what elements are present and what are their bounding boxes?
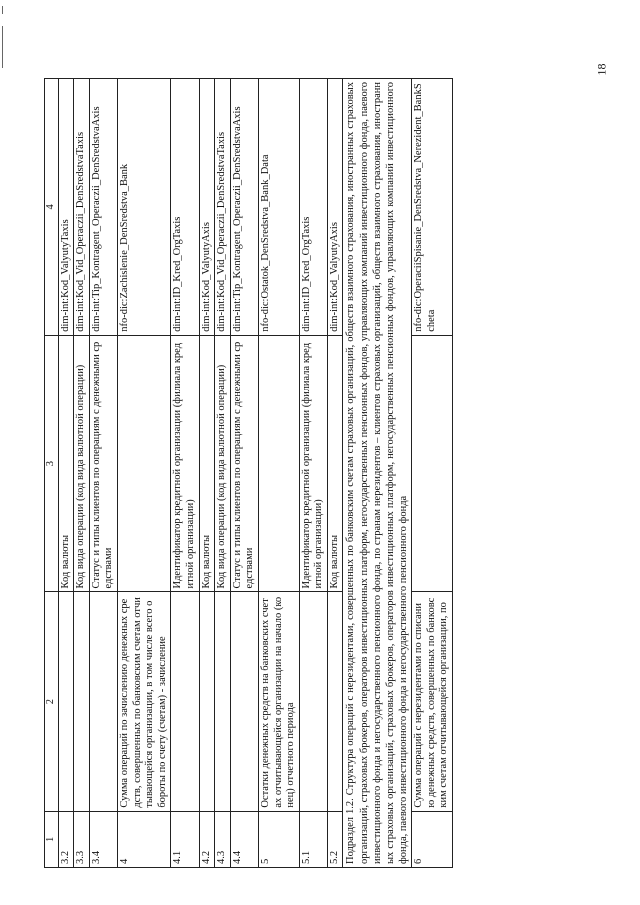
- dimension-name: Идентификатор кредитной организации (филиала кредитной организации): [299, 335, 327, 592]
- row-number: 5.1: [299, 811, 327, 867]
- table-row: [327, 79, 343, 868]
- indicator-name: [199, 592, 215, 811]
- dimension-name: [258, 335, 299, 592]
- row-number: 3.3: [74, 811, 90, 867]
- indicator-name: [74, 592, 90, 811]
- dimension-name: Код валюты: [199, 335, 215, 592]
- table-row: [299, 79, 327, 868]
- column-header: 4: [45, 79, 59, 336]
- table-row: [215, 79, 231, 868]
- column-number-row: [45, 79, 59, 868]
- indicator-name: [89, 592, 117, 811]
- row-number: 5.2: [327, 811, 343, 867]
- xbrl-code: dim-int:ID_Kred_OrgTaxis: [171, 79, 199, 336]
- dimension-name: Статус и типы клиентов по операциям с денежными средствами: [89, 335, 117, 592]
- dimension-name: Код вида операции (код вида валютной операции): [74, 335, 90, 592]
- dimension-name: [412, 335, 453, 592]
- dimension-name: Идентификатор кредитной организации (филиала кредитной организации): [171, 335, 199, 592]
- row-number: 6: [412, 811, 453, 867]
- subsection-row: [343, 79, 412, 868]
- dimension-name: Код валюты: [58, 335, 74, 592]
- rotated-page-content: [44, 78, 626, 868]
- table-row: [258, 79, 299, 868]
- xbrl-code: nfo-dic:Ostatok_DenSredstva_Bank_Data: [258, 79, 299, 336]
- row-number: 4.3: [215, 811, 231, 867]
- xbrl-code: dim-int:ID_Kred_OrgTaxis: [299, 79, 327, 336]
- table-row: [230, 79, 258, 868]
- dimension-name: Код вида операции (код вида валютной операции): [215, 335, 231, 592]
- table-row: [117, 79, 170, 868]
- row-number: 3.2: [58, 811, 74, 867]
- xbrl-code: nfo-dic:Zachislenie_DenSredstva_Bank: [117, 79, 170, 336]
- row-number: 4.2: [199, 811, 215, 867]
- indicator-name: [327, 592, 343, 811]
- column-header: 3: [45, 335, 59, 592]
- indicator-name: [215, 592, 231, 811]
- table-row: [74, 79, 90, 868]
- indicator-name: Сумма операций по зачислению денежных средств, совершенных по банковским счетам отчитывающейся организации, в том числе всего обороты по счету (счетам) - зачисление: [117, 592, 170, 811]
- row-number: 4.1: [171, 811, 199, 867]
- row-number: 5: [258, 811, 299, 867]
- table-row: [199, 79, 215, 868]
- xbrl-code: dim-int:Kod_Vid_Operaczii_DenSredstvaTaxis: [74, 79, 90, 336]
- indicator-name: [299, 592, 327, 811]
- dimension-name: Статус и типы клиентов по операциям с денежными средствами: [230, 335, 258, 592]
- xbrl-code: dim-int:Tip_Kontragent_Operaczii_DenSredstvaAxis: [230, 79, 258, 336]
- dimension-name: [117, 335, 170, 592]
- indicator-name: [171, 592, 199, 811]
- table-row: [171, 79, 199, 868]
- column-header: 2: [45, 592, 59, 811]
- indicator-name: [230, 592, 258, 811]
- xbrl-code: nfo-dic:OperaciiSpisanie_DenSredstva_Nerezident_BankScheta: [412, 79, 453, 336]
- xbrl-code: dim-int:Kod_ValyutyAxis: [327, 79, 343, 336]
- indicator-name: Остатки денежных средств на банковских счетах отчитывающейся организации на начало (конец) отчетного периода: [258, 592, 299, 811]
- subsection-heading: Подраздел 1.2. Структура операций с нерезидентами, совершенных по банковским счетам страховых организаций, обществ взаимного страхования, иностранных страховых организаций, страховых брокеров, операторов инвестиционных платформ, негосударственных пенсионных фондов, управляющих компаний инвестиционного фонда, паевого инвестиционного фонда и негосударственного пенсионного фонда, по странам нерезидентов – клиентов страховых организаций, обществ взаимного страхования, иностранных страховых организаций, страховых брокеров, операторов инвестиционных платформ, негосударственных пенсионных фондов, управляющих компаний инвестиционного фонда, паевого инвестиционного фонда и негосударственного пенсионного фонда: [343, 79, 412, 868]
- row-number: 4.4: [230, 811, 258, 867]
- indicator-table: [44, 78, 453, 868]
- column-header: 1: [45, 811, 59, 867]
- xbrl-code: dim-int:Kod_ValyutyTaxis: [58, 79, 74, 336]
- xbrl-code: dim-int:Tip_Kontragent_Operaczii_DenSredstvaAxis: [89, 79, 117, 336]
- table-row: [412, 79, 453, 868]
- indicator-name: [58, 592, 74, 811]
- row-number: 4: [117, 811, 170, 867]
- page-edge-marks: [2, 0, 14, 80]
- dimension-name: Код валюты: [327, 335, 343, 592]
- table-row: [58, 79, 74, 868]
- page-number: 18: [594, 63, 609, 76]
- xbrl-code: dim-int:Kod_Vid_Operaczii_DenSredstvaTaxis: [215, 79, 231, 336]
- row-number: 3.4: [89, 811, 117, 867]
- xbrl-code: dim-int:Kod_ValyutyAxis: [199, 79, 215, 336]
- table-row: [89, 79, 117, 868]
- indicator-name: Сумма операций с нерезидентами по списанию денежных средств, совершенных по банковским счетам отчитывающейся организации, по: [412, 592, 453, 811]
